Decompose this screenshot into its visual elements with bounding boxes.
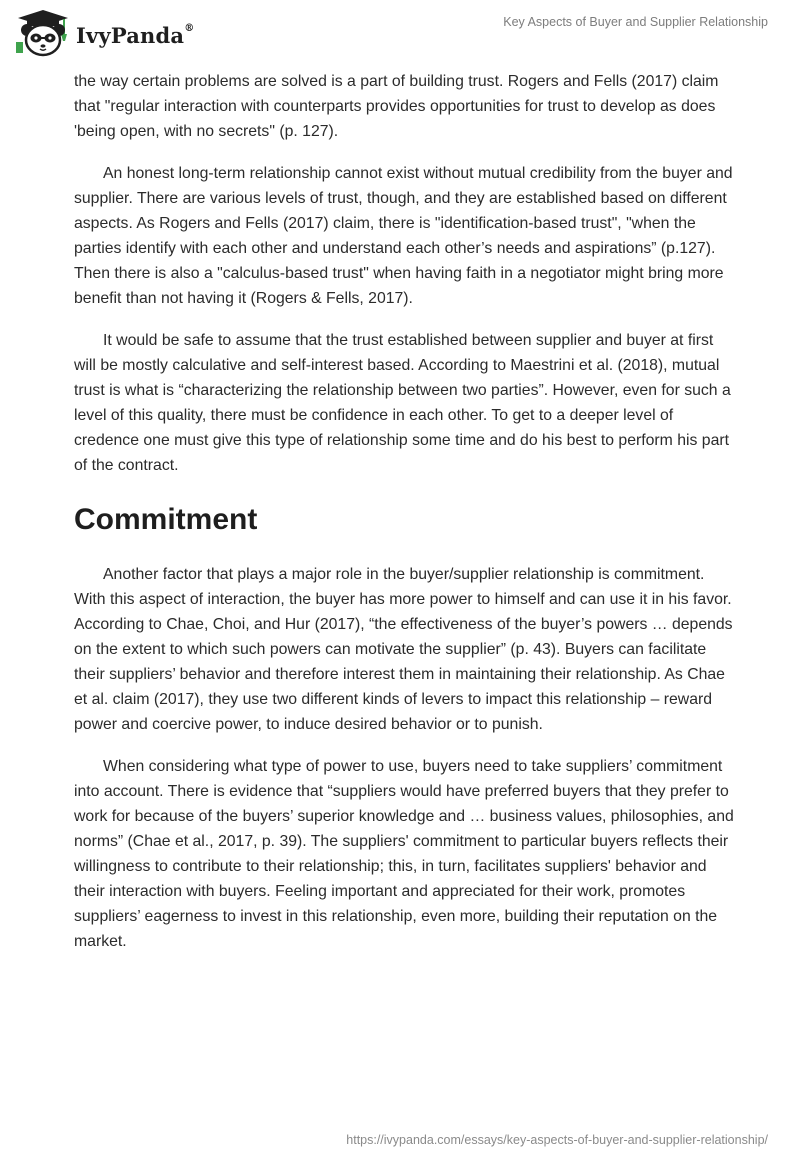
paragraph: It would be safe to assume that the trust established between supplier and buyer at first will be mostly calculative and self-interest based. According to Maestrini et al. (2018), mutual trust is what is “characterizing the relationship between two parties”. However, even for such a level of this quality, there must be confidence in each other. To get to a deeper level of credence one must give this type of relationship some time and do his best to perform his part of the contract. — [74, 332, 731, 474]
footer-url[interactable]: https://ivypanda.com/essays/key-aspects-of-buyer-and-supplier-relationship/ — [346, 1133, 768, 1147]
section-heading-commitment: Commitment — [74, 503, 258, 536]
registered-mark: ® — [184, 22, 195, 34]
document-title: Key Aspects of Buyer and Supplier Relationship — [503, 15, 768, 29]
paragraph: the way certain problems are solved is a part of building trust. Rogers and Fells (2017) claim that "regular interaction with counterparts provides opportunities for trust to develop as does 'being open, with no secrets" (p. 127). — [74, 73, 719, 140]
panda-graduate-logo-icon — [14, 8, 72, 58]
paragraph: An honest long-term relationship cannot exist without mutual credibility from the buyer and supplier. There are various levels of trust, though, and they are established based on different aspects. As Rogers and Fells (2017) claim, there is "identification-based trust", "when the parties identify with each other and understand each other’s needs and aspirations” (p.127). Then there is also a "calculus-based trust" when having faith in a negotiator might bring more benefit than not having it (Rogers & Fells, 2017). — [74, 165, 733, 307]
paragraph: When considering what type of power to use, buyers need to take suppliers’ commitment into account. There is evidence that “suppliers would have preferred buyers that they prefer to work for because of the buyers’ superior knowledge and … business values, philosophies, and norms” (Chae et al., 2017, p. 39). The suppliers' commitment to particular buyers reflects their willingness to contribute to their relationship; this, in turn, facilitates suppliers' behavior and their interaction with buyers. Feeling important and appreciated for their work, promotes suppliers’ eagerness to invest in this relationship, even more, building their reputation on the market. — [74, 758, 734, 950]
essay-body — [74, 69, 734, 971]
page-header — [0, 0, 800, 64]
brand-name-text: IvyPanda — [76, 22, 185, 48]
paragraph: Another factor that plays a major role in the buyer/supplier relationship is commitment. With this aspect of interaction, the buyer has more power to himself and can use it in his favor. According to Chae, Choi, and Hur (2017), “the effectiveness of the buyer’s powers … depends on the extent to which such powers can motivate the supplier” (p. 43). Buyers can facilitate their suppliers’ behavior and therefore interest them in maintaining their relationship. As Chae et al. claim (2017), they use two different kinds of levers to impact this relationship – reward power and coercive power, to induce desired behavior or to punish. — [74, 566, 733, 733]
brand-logo[interactable] — [14, 8, 194, 58]
brand-name — [76, 23, 194, 48]
